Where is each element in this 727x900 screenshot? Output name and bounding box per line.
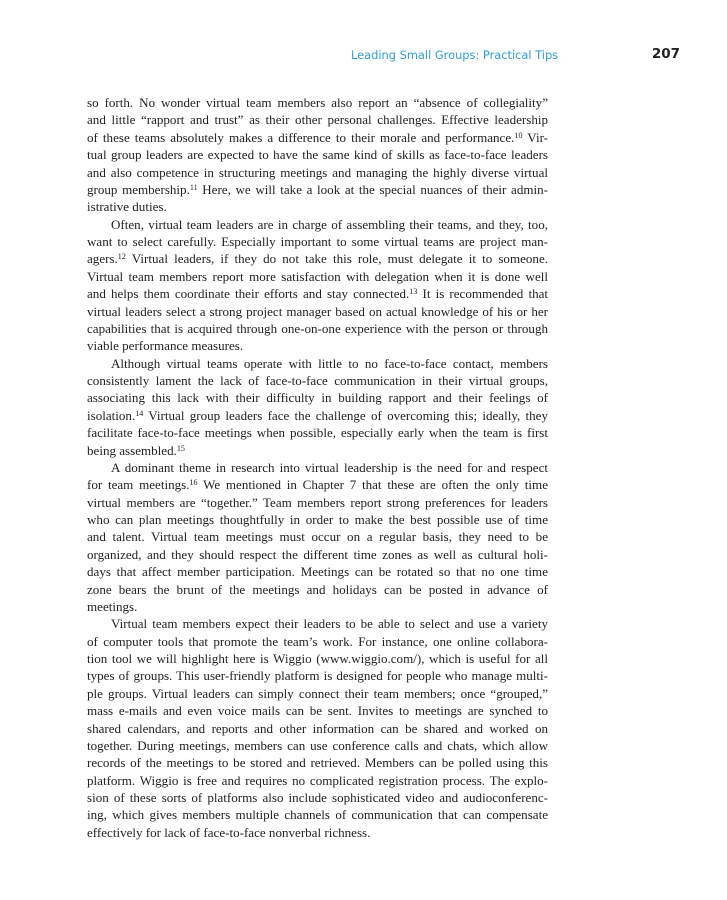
text-run: We mentioned in Chapter 7 that these are often the only time <box>197 477 548 493</box>
text-run: sion of these sorts of platforms also include sophisticated video and audioconferenc- <box>87 790 548 805</box>
body-text <box>87 94 548 841</box>
text-line <box>87 442 548 459</box>
text-line <box>87 198 548 215</box>
text-run: being assembled. <box>87 442 177 458</box>
footnote-reference: 13 <box>409 287 418 297</box>
text-run: meetings. <box>87 598 138 614</box>
text-run: and helps them coordinate their efforts and stay connected. <box>87 286 410 302</box>
text-run: ple groups. Virtual leaders can simply connect their team members; once “grouped,” <box>87 685 548 701</box>
text-run: ing, which gives members multiple channels of communication that can compensate <box>87 807 548 823</box>
text-run: platform. Wiggio is free and requires no complicated registration process. The explo- <box>87 772 548 788</box>
text-line <box>87 581 548 598</box>
text-run: effectively for lack of face-to-face nonverbal richness. <box>87 824 371 840</box>
paragraph <box>87 216 548 355</box>
text-line <box>87 181 548 198</box>
text-run: of these teams absolutely makes a difference to their morale and performance. <box>87 129 515 145</box>
text-run: Although virtual teams operate with little to no face-to-face contact, members <box>111 355 548 371</box>
text-run: Here, we will take a look at the special nuances of their admin- <box>197 181 548 197</box>
text-run: agers. <box>87 251 118 267</box>
footnote-reference: 10 <box>514 130 523 140</box>
text-run: virtual leaders select a strong project manager based on actual knowledge of his or her <box>87 303 548 319</box>
text-line <box>87 789 548 806</box>
text-line <box>87 164 548 181</box>
text-run: want to select carefully. Especially important to some virtual teams are project man- <box>87 234 548 249</box>
footnote-reference: 14 <box>135 408 144 418</box>
text-line <box>87 285 548 302</box>
footnote-reference: 15 <box>176 443 185 453</box>
text-run: capabilities that is acquired through one-on-one experience with the person or through <box>87 320 548 336</box>
text-run: Virtual leaders, if they do not take this role, must delegate it to someone. <box>125 251 548 267</box>
text-run: and talent. Virtual team meetings must occur on a regular basis, they need to be <box>87 529 548 545</box>
text-run: Vir- <box>522 129 548 145</box>
text-line <box>87 407 548 424</box>
text-run: consistently lament the lack of face-to-face communication in their virtual groups, <box>87 373 548 388</box>
text-run: Virtual team members expect their leaders to be able to select and use a variety <box>111 616 548 632</box>
text-run: viable performance measures. <box>87 338 244 354</box>
text-line <box>87 303 548 320</box>
text-line <box>87 146 548 163</box>
text-line <box>87 685 548 702</box>
text-run: mass e-mails and even voice mails can be sent. Invites to meetings are synched to <box>87 703 548 719</box>
running-head-title: Leading Small Groups: Practical Tips <box>351 48 559 62</box>
text-line <box>87 824 548 841</box>
text-line <box>87 528 548 545</box>
text-line <box>87 268 548 285</box>
paragraph <box>87 355 548 459</box>
text-run: tual group leaders are expected to have the same kind of skills as face-to-face leaders <box>87 147 548 163</box>
text-line <box>87 424 548 441</box>
paragraph <box>87 615 548 841</box>
text-line <box>87 615 548 632</box>
text-line <box>87 250 548 267</box>
page-number: 207 <box>651 46 680 62</box>
text-line <box>87 111 548 128</box>
text-run: istrative duties. <box>87 199 167 215</box>
text-run: who can plan meetings thoughtfully in order to make the best possible use of time <box>87 512 548 527</box>
text-line <box>87 494 548 511</box>
text-line <box>87 94 548 111</box>
text-run: organized, and they should respect the different time zones as well as cultural holi- <box>87 546 548 562</box>
text-run: A dominant theme in research into virtual leadership is the need for and respect <box>111 459 548 475</box>
text-line <box>87 337 548 354</box>
footnote-reference: 16 <box>189 478 198 488</box>
text-line <box>87 650 548 667</box>
text-run: days that affect member participation. Meetings can be rotated so that no one time <box>87 564 548 580</box>
text-line <box>87 598 548 615</box>
text-run: Virtual team members report more satisfaction with delegation when it is done well <box>87 268 548 284</box>
text-line <box>87 633 548 650</box>
text-run: isolation. <box>87 407 136 423</box>
text-run: group membership. <box>87 181 190 197</box>
text-run: together. During meetings, members can use conference calls and chats, which allow <box>87 737 548 753</box>
text-run: records of the meetings to be stored and retrieved. Members can be polled using this <box>87 755 548 771</box>
paragraph <box>87 459 548 615</box>
text-run: of computer tools that promote the team’s work. For instance, one online collabora- <box>87 633 548 649</box>
text-run: zone bears the brunt of the meetings and holidays can be posted in advance of <box>87 581 548 597</box>
text-line <box>87 129 548 146</box>
text-run: and also competence in structuring meetings and managing the highly diverse virtual <box>87 164 548 180</box>
text-run: tion tool we will highlight here is Wiggio (www.wiggio.com/), which is useful for all <box>87 651 548 666</box>
text-run: Virtual group leaders face the challenge of overcoming this; ideally, they <box>143 407 548 423</box>
text-run: shared calendars, and reports and other information can be shared and worked on <box>87 720 548 736</box>
text-line <box>87 737 548 754</box>
text-line <box>87 320 548 337</box>
text-line <box>87 563 548 580</box>
text-line <box>87 355 548 372</box>
text-run: virtual members are “together.” Team members report strong preferences for leaders <box>87 494 548 510</box>
text-line <box>87 667 548 684</box>
text-line <box>87 754 548 771</box>
text-line <box>87 216 548 233</box>
footnote-reference: 11 <box>189 182 198 192</box>
paragraph <box>87 94 548 216</box>
text-run: so forth. No wonder virtual team members also report an “absence of collegiality” <box>87 95 548 110</box>
text-run: types of groups. This user-friendly platform is designed for people who manage multi- <box>87 668 548 684</box>
text-line <box>87 476 548 493</box>
text-line <box>87 459 548 476</box>
text-line <box>87 720 548 737</box>
text-run: Often, virtual team leaders are in charge of assembling their teams, and they, too, <box>111 216 548 232</box>
text-run: It is recommended that <box>417 286 549 302</box>
text-run: associating this lack with their difficulty in building rapport and their feelings of <box>87 390 548 406</box>
text-line <box>87 702 548 719</box>
text-line <box>87 772 548 789</box>
footnote-reference: 12 <box>117 252 126 262</box>
text-line <box>87 372 548 389</box>
text-line <box>87 233 548 250</box>
text-run: and little “rapport and trust” as their other personal challenges. Effective leadership <box>87 112 548 128</box>
text-line <box>87 511 548 528</box>
text-run: facilitate face-to-face meetings when possible, especially early when the team is first <box>87 425 548 441</box>
text-run: for team meetings. <box>87 477 190 493</box>
text-line <box>87 389 548 406</box>
text-line <box>87 546 548 563</box>
text-line <box>87 806 548 823</box>
